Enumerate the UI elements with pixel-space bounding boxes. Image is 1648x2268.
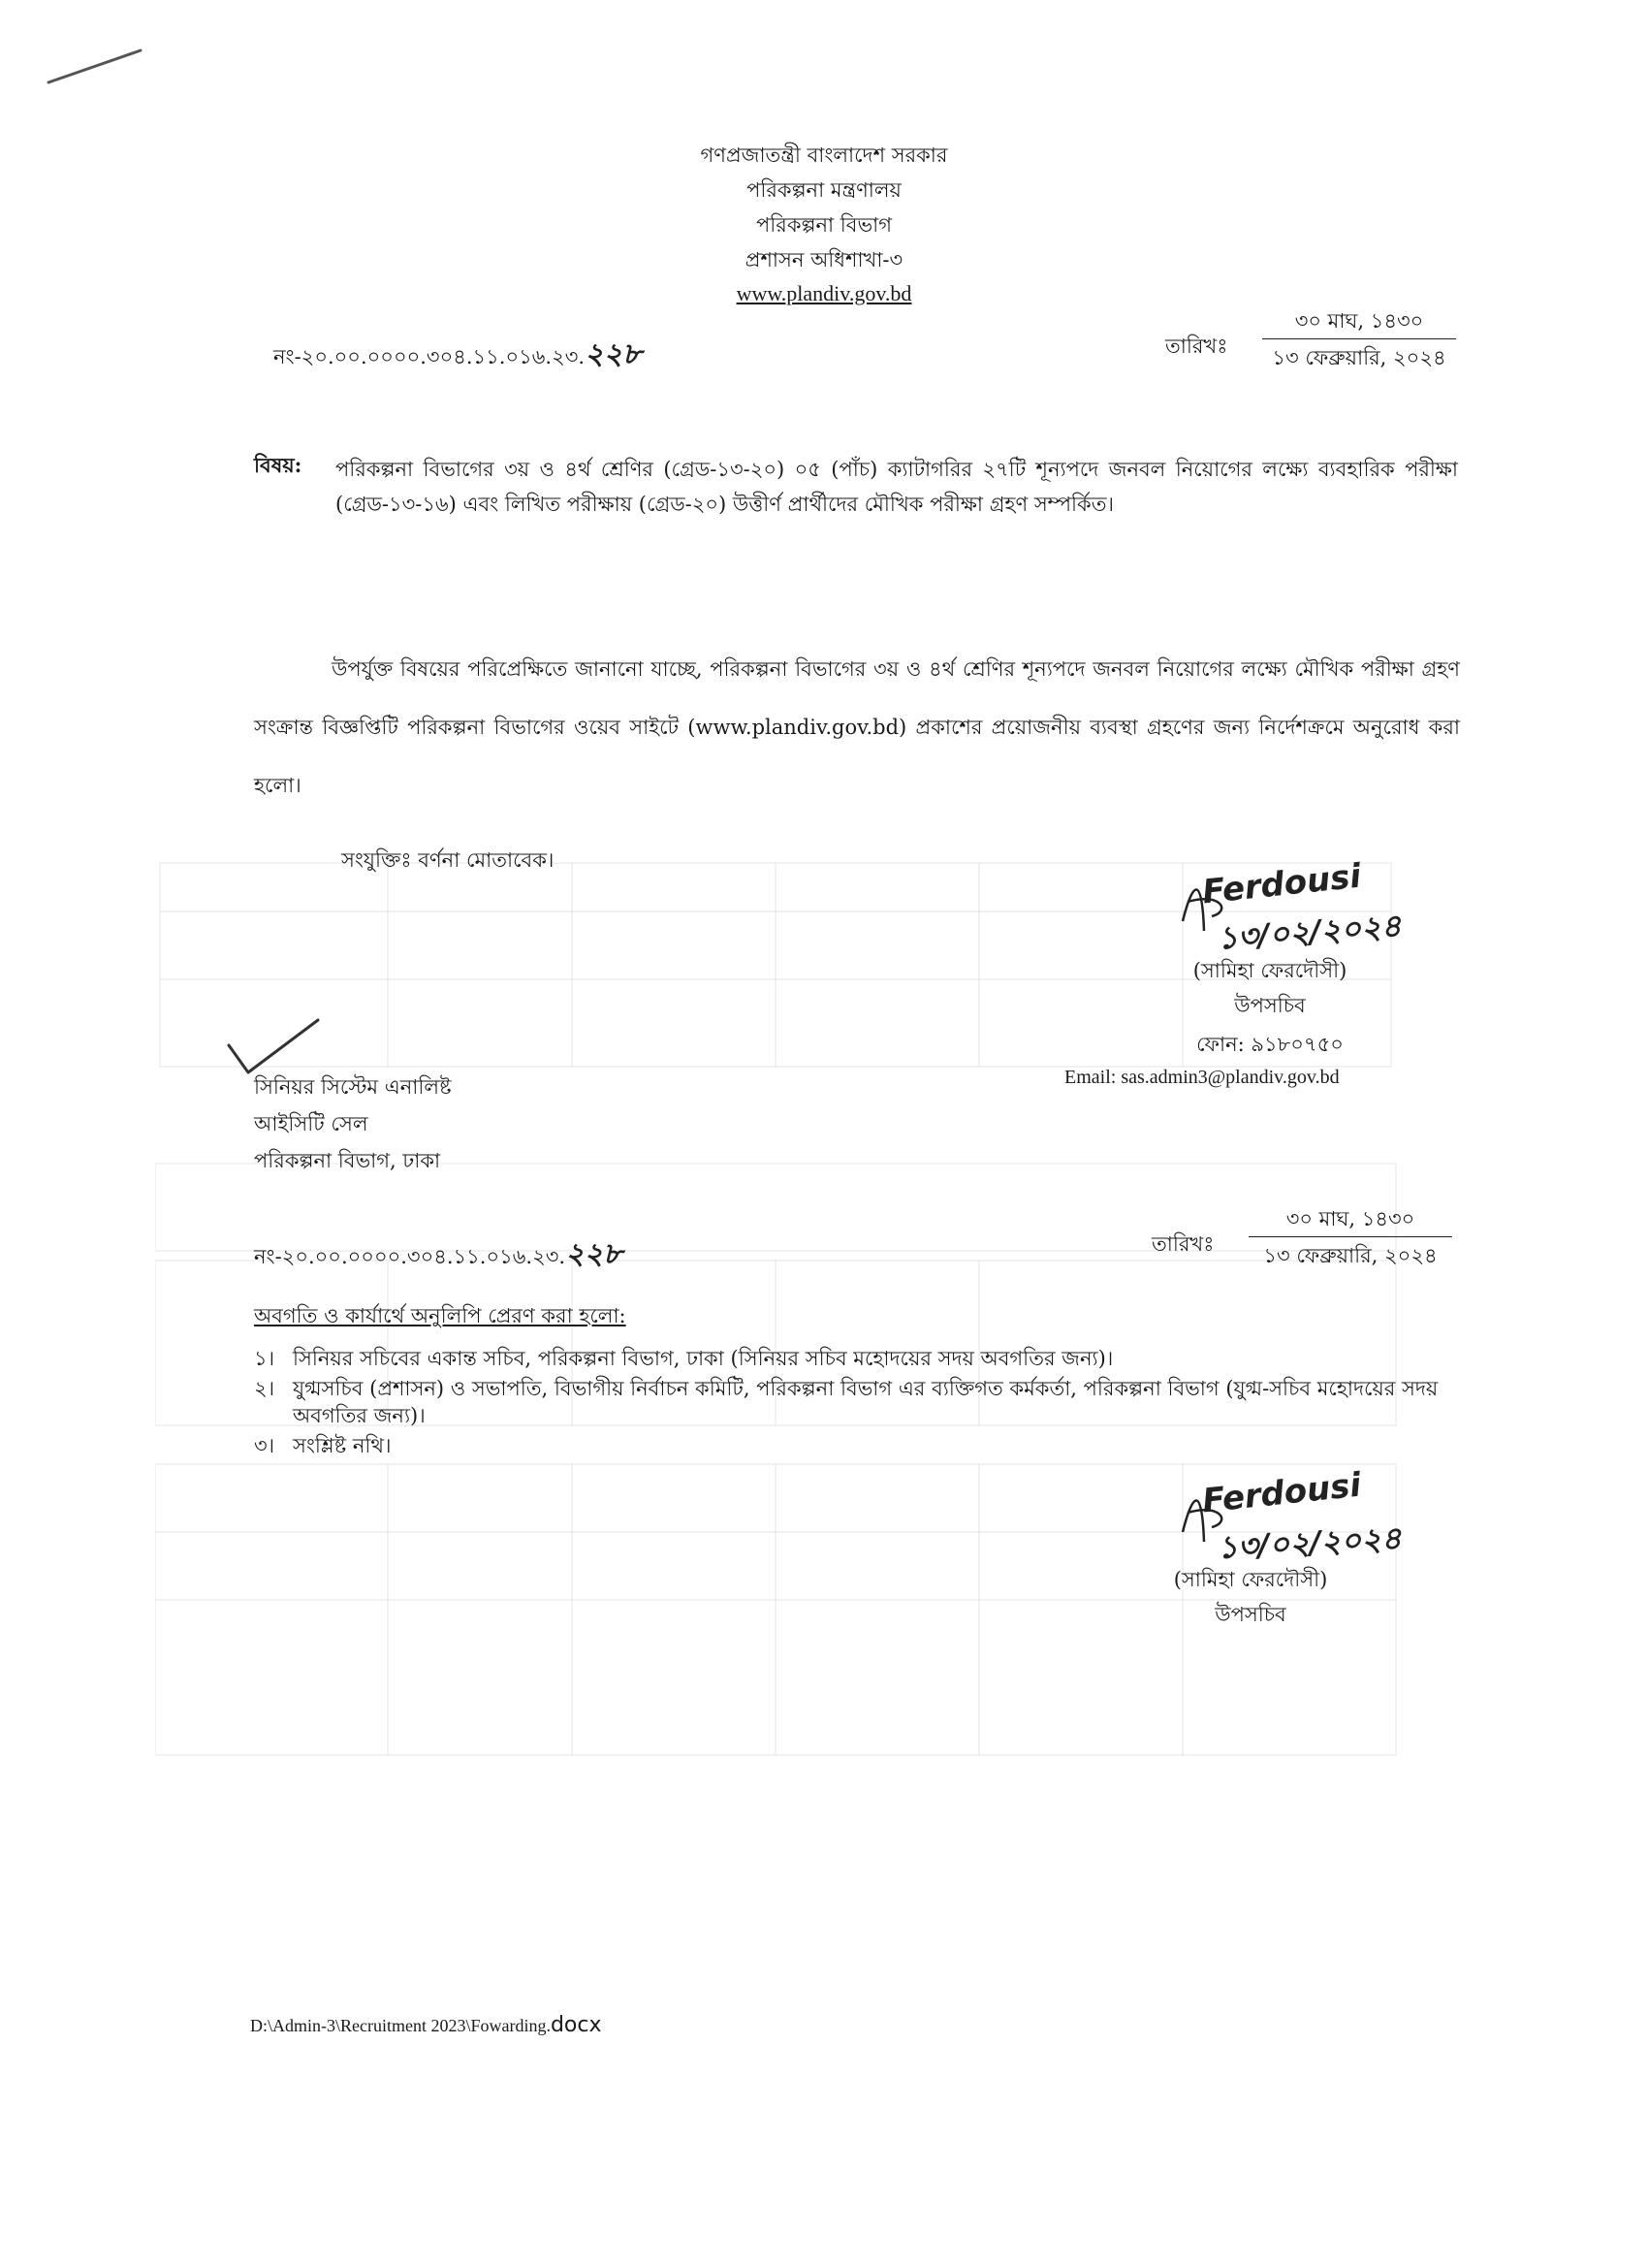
govt-name: গণপ্রজাতন্ত্রী বাংলাদেশ সরকার [700, 144, 948, 167]
signatory-1-phone: ফোন: ৯১৮০৭৫০ [1196, 1033, 1344, 1056]
copies-list [254, 1346, 1466, 1463]
memo-number-2-prefix: নং-২০.০০.০০০০.৩০৪.১১.০১৬.২৩. [254, 1245, 566, 1268]
copies-item [254, 1346, 1466, 1372]
memo-number-2-handwritten: ২২৮ [565, 1237, 622, 1271]
date-label: তারিখঃ [1165, 335, 1228, 358]
subject-label: বিষয়: [254, 453, 302, 477]
date-bangla-2: ৩০ মাঘ, ১৪৩০ [1249, 1206, 1452, 1237]
signatory-1-email: Email: sas.admin3@plandiv.gov.bd [1064, 1067, 1340, 1088]
copies-item-num: ২। [254, 1377, 275, 1401]
copies-item-text: সংশ্লিষ্ট নথি। [293, 1433, 392, 1457]
date-block-2 [1249, 1206, 1452, 1270]
signature-text-1: Ferdousi [1200, 856, 1363, 912]
attachment-note: সংযুক্তিঃ বর্ণনা মোতাবেক। [341, 848, 555, 872]
signature-text-2: Ferdousi [1200, 1465, 1363, 1521]
subject-text: পরিকল্পনা বিভাগের ৩য় ও ৪র্থ শ্রেণির (গ্রেড-১৩-২০) ০৫ (পাঁচ) ক্যাটাগরির ২৭টি শূন্যপদে জনবল নিয়োগের লক্ষ্যে ব্যবহারিক পরীক্ষা (গ্রেড-১৩-১৬) এবং লিখিত পরীক্ষায় (গ্রেড-২০) উত্তীর্ণ প্রার্থীদের মৌখিক পরীক্ষা গ্রহণ সম্পর্কিত। [335, 458, 1458, 516]
ministry-name: পরিকল্পনা মন্ত্রণালয় [746, 178, 902, 202]
recipient-line-1: সিনিয়র সিস্টেম এনালিষ্ট [254, 1075, 452, 1099]
footer-path-ext: docx [550, 2013, 602, 2037]
date-gregorian-2: ১৩ ফেব্রুয়ারি, ২০২৪ [1263, 1244, 1438, 1268]
copies-heading: অবগতি ও কার্যার্থে অনুলিপি প্রেরণ করা হলো: [254, 1304, 626, 1327]
footer-path-text: D:\Admin-3\Recruitment 2023\Fowarding. [250, 2016, 551, 2035]
copies-item-text: সিনিয়র সচিবের একান্ত সচিব, পরিকল্পনা বিভাগ, ঢাকা (সিনিয়র সচিব মহোদয়ের সদয় অবগতির জন্য)। [293, 1347, 1114, 1370]
copies-item-text: যুগ্মসচিব (প্রশাসন) ও সভাপতি, বিভাগীয় নির্বাচন কমিটি, পরিকল্পনা বিভাগ এর ব্যক্তিগত কর্মকর্তা, পরিকল্পনা বিভাগ (যুগ্ম-সচিব মহোদয়ের সদয় অবগতির জন্য)। [293, 1377, 1439, 1427]
date-gregorian: ১৩ ফেব্রুয়ারি, ২০২৪ [1272, 346, 1446, 370]
memo-number-2 [254, 1235, 622, 1273]
date-block [1262, 308, 1456, 372]
signature-2 [1163, 1465, 1454, 1577]
copies-item [254, 1376, 1466, 1429]
recipient-line-2: আইসিটি সেল [254, 1112, 368, 1135]
header-website-wrap [0, 283, 1648, 304]
check-mark-icon [221, 1014, 328, 1082]
memo-number [273, 335, 642, 373]
memo-number-handwritten: ২২৮ [585, 337, 642, 371]
memo-number-prefix: নং-২০.০০.০০০০.৩০৪.১১.০১৬.২৩. [273, 345, 586, 368]
section-name: প্রশাসন অধিশাখা-৩ [745, 248, 903, 272]
copies-item [254, 1433, 1466, 1459]
copies-item-num: ১। [254, 1347, 275, 1370]
recipient-line-3: পরিকল্পনা বিভাগ, ঢাকা [254, 1149, 441, 1172]
division-name: পরিকল্পনা বিভাগ [756, 213, 892, 237]
body-paragraph: উপর্যুক্ত বিষয়ের পরিপ্রেক্ষিতে জানানো যাচ্ছে, পরিকল্পনা বিভাগের ৩য় ও ৪র্থ শ্রেণির শূন্যপদে জনবল নিয়োগের লক্ষ্যে মৌখিক পরীক্ষা গ্রহণ সংক্রান্ত বিজ্ঞপ্তিটি পরিকল্পনা বিভাগের ওয়েব সাইটে (www.plandiv.gov.bd) প্রকাশের প্রয়োজনীয় ব্যবস্থা গ্রহণের জন্য নির্দেশক্রমে অনুরোধ করা হলো। [254, 657, 1460, 797]
signature-1 [1163, 856, 1454, 960]
signatory-2-designation: উপসচিব [1215, 1603, 1286, 1626]
signatory-1-designation: উপসচিব [1234, 994, 1306, 1017]
date-bangla: ৩০ মাঘ, ১৪৩০ [1262, 308, 1456, 339]
footer-file-path [250, 2013, 602, 2037]
pen-mark [39, 39, 155, 97]
signature-date-1: ১৩/০২/২০২৪ [1216, 907, 1403, 957]
signature-date-2: ১৩/০২/২০২৪ [1217, 1519, 1403, 1566]
copies-item-num: ৩। [254, 1433, 275, 1457]
signatory-1-name: (সামিহা ফেরদৌসী) [1192, 959, 1347, 982]
signatory-2-name: (সামিহা ফেরদৌসী) [1173, 1568, 1328, 1591]
website-link[interactable]: www.plandiv.gov.bd [736, 281, 912, 305]
date-label-2: তারিখঃ [1152, 1232, 1215, 1256]
